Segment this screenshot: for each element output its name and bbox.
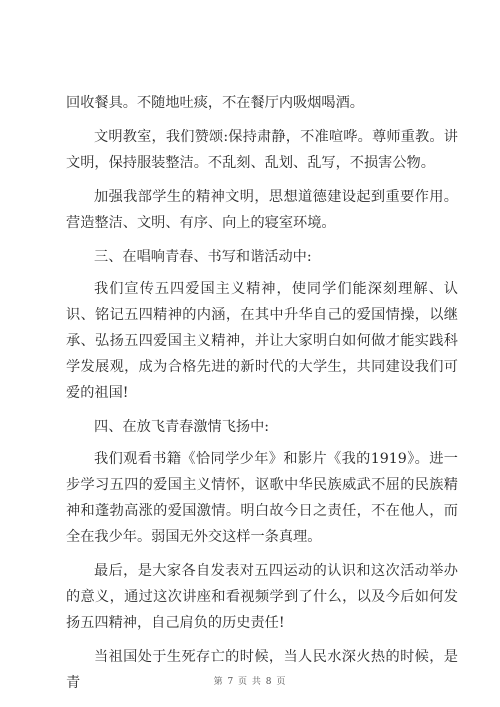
document-body <box>66 90 458 704</box>
paragraph-2: 文明教室，我们赞颂:保持肃静，不准喧哗。尊师重教。讲文明，保持服装整洁。不乱刻、乱划、乱写，不损害公物。 <box>66 129 458 171</box>
section-heading-4: 四、在放飞青春激情飞扬中: <box>94 419 270 435</box>
paragraph-7: 当祖国处于生死存亡的时候，当人民水深火热的时候，是青 <box>66 649 458 691</box>
paragraph-6: 最后，是大家各自发表对五四运动的认识和这次活动举办的意义，通过这次讲座和看视频学到了什么，以及今后如何发扬五四精神，自己肩负的历史责任! <box>66 563 458 631</box>
page-number-footer: 第 7 页 共 8 页 <box>213 677 287 687</box>
paragraph-1: 回收餐具。不随地吐痰，不在餐厅内吸烟喝酒。 <box>66 95 364 111</box>
paragraph-4: 我们宣传五四爱国主义精神，使同学们能深刻理解、认识、铭记五四精神的内涵，在其中升华自己的爱国情操，以继承、弘扬五四爱国主义精神，并让大家明白如何做才能实践科学发展观，成为合格先进的新时代的大学生，共同建设我们可爱的祖国! <box>66 281 458 401</box>
paragraph-3: 加强我部学生的精神文明，思想道德建设起到重要作用。营造整洁、文明、有序、向上的寝室环境。 <box>66 189 458 231</box>
section-heading-3: 三、在唱响青春、书写和谐活动中: <box>94 249 312 265</box>
paragraph-5: 我们观看书籍《恰同学少年》和影片《我的1919》。进一步学习五四的爱国主义情怀，讴歌中华民族威武不屈的民族精神和蓬勃高涨的爱国激情。明白故今日之责任，不在他人，而全在我少年。弱国无外交这样一条真理。 <box>66 451 458 545</box>
